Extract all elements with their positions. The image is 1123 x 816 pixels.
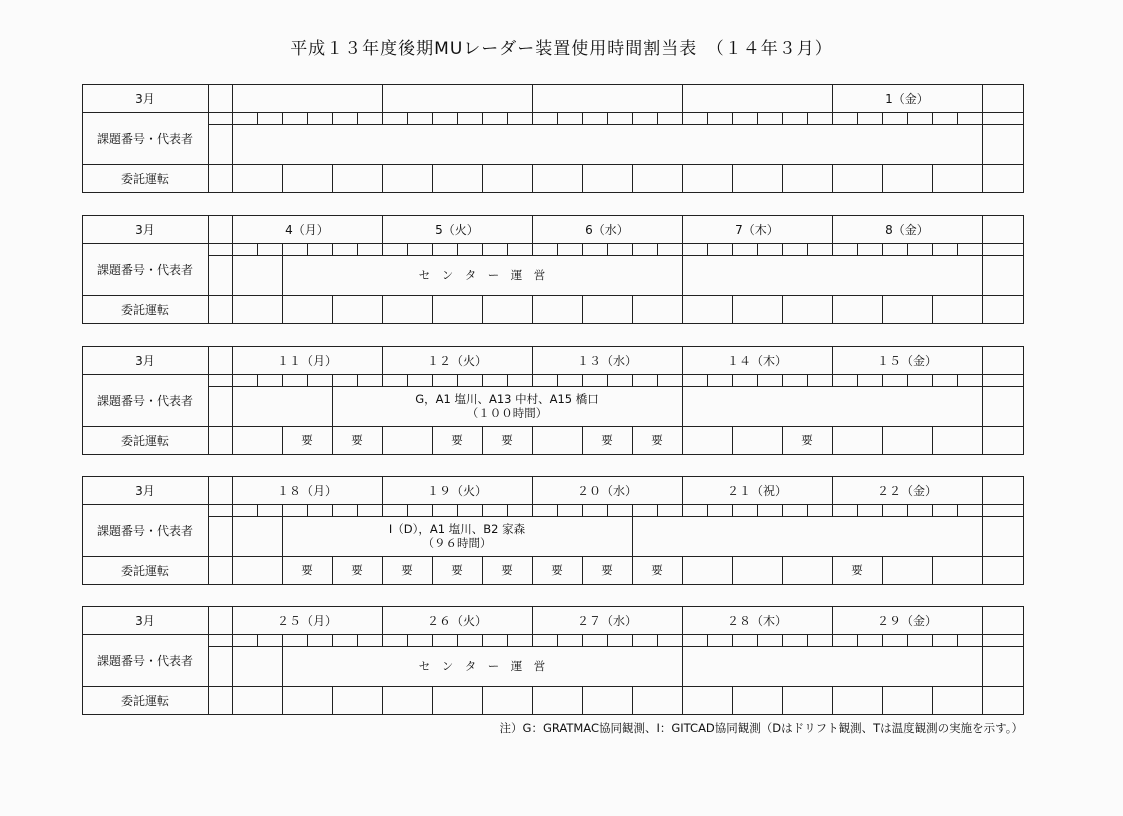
assignment [332, 386, 682, 426]
assignment [282, 516, 632, 556]
com-line [732, 295, 733, 323]
footnote: 注）G：GRATMAC協同観測、I：GITCAD協同観測（Dはドリフト観測、Tは温度観測の実施を示す。） [499, 721, 1023, 735]
required-mark: 要 [451, 433, 463, 447]
tick-line [357, 374, 358, 386]
month-label: 3月 [135, 353, 155, 368]
tick-line [632, 112, 633, 124]
com-line [532, 426, 533, 454]
assignment [282, 255, 682, 295]
tick-line [807, 634, 808, 646]
tick-line [582, 374, 583, 386]
tick-line [582, 243, 583, 255]
required-mark: 要 [551, 563, 563, 577]
required-mark: 要 [801, 433, 813, 447]
tick-line [632, 504, 633, 516]
tick-line [732, 112, 733, 124]
com-line [682, 426, 683, 454]
page-title: 平成１３年度後期MUレーダー装置使用時間割当表 （１４年３月） [290, 39, 833, 59]
border-right [1023, 606, 1024, 715]
tick-line [432, 243, 433, 255]
day-header: ２６（火） [426, 613, 487, 628]
com-line [682, 295, 683, 323]
tick-line [932, 243, 933, 255]
col-line [208, 606, 209, 714]
com-line [282, 295, 283, 323]
tick-line [832, 634, 833, 646]
border-right [1023, 346, 1024, 455]
com-line [932, 164, 933, 192]
tick-line [332, 374, 333, 386]
tick-line [557, 112, 558, 124]
col-line [208, 84, 209, 192]
tick-line [707, 504, 708, 516]
tick-line [982, 634, 983, 646]
tick-line [307, 634, 308, 646]
day-header: ２０（水） [576, 483, 637, 498]
border-bottom [82, 454, 1023, 455]
tick-line [882, 374, 883, 386]
tick-line [957, 112, 958, 124]
day-header: １２（火） [426, 353, 487, 368]
com-line [382, 295, 383, 323]
tick-line [932, 112, 933, 124]
day-header: １９（火） [426, 483, 487, 498]
tick-line [357, 112, 358, 124]
required-mark: 要 [301, 563, 313, 577]
tick-line [807, 504, 808, 516]
col-line [982, 606, 983, 714]
tick-line [657, 243, 658, 255]
tick-line [907, 112, 908, 124]
border-bottom [82, 584, 1023, 585]
project-label: 課題番号・代表者 [96, 653, 193, 668]
col-line [208, 346, 209, 454]
month-label: 3月 [135, 613, 155, 628]
tick-line [407, 374, 408, 386]
tick-line [532, 634, 533, 646]
day-header: 6（水） [585, 222, 629, 237]
com-line [932, 426, 933, 454]
com-line [732, 426, 733, 454]
tick-line [257, 374, 258, 386]
tick-line [707, 374, 708, 386]
com-line [632, 164, 633, 192]
assignment-text: セ ン タ ー 運 営 [418, 659, 546, 673]
required-mark: 要 [501, 563, 513, 577]
tick-line [732, 374, 733, 386]
tick-line [657, 112, 658, 124]
required-mark: 要 [301, 433, 313, 447]
com-line [432, 295, 433, 323]
col-line [982, 215, 983, 323]
tick-line [407, 504, 408, 516]
tick-line [382, 504, 383, 516]
com-line [532, 164, 533, 192]
day-header: ２５（月） [276, 613, 337, 628]
assignment-text: I（D），A1 塩川、B2 家森 [388, 522, 526, 536]
tick-line [282, 634, 283, 646]
tick-line [482, 634, 483, 646]
tick-line [982, 243, 983, 255]
tick-line [507, 374, 508, 386]
tick-line [357, 634, 358, 646]
com-line [682, 686, 683, 714]
required-mark: 要 [351, 563, 363, 577]
tick-line [682, 634, 683, 646]
tick-line [807, 243, 808, 255]
tick-line [407, 634, 408, 646]
tick-line [957, 243, 958, 255]
com-line [482, 295, 483, 323]
tick-line [607, 634, 608, 646]
month-label: 3月 [135, 91, 155, 106]
assignment-text: G，A1 塩川、A13 中村、A15 橋口 [415, 392, 599, 406]
tick-line [457, 243, 458, 255]
tick-line [782, 374, 783, 386]
tick-line [407, 243, 408, 255]
com-line [832, 295, 833, 323]
col-line [232, 84, 233, 192]
tick-line [857, 634, 858, 646]
tick-line [582, 634, 583, 646]
tick-line [557, 634, 558, 646]
com-line [882, 686, 883, 714]
tick-line [432, 634, 433, 646]
com-line [832, 686, 833, 714]
tick-line [482, 243, 483, 255]
tick-line [557, 374, 558, 386]
tick-line [982, 112, 983, 124]
tick-line [482, 374, 483, 386]
border-right [1023, 215, 1024, 324]
tick-line [307, 374, 308, 386]
project-label: 課題番号・代表者 [96, 393, 193, 408]
com-line [282, 686, 283, 714]
tick-line [557, 243, 558, 255]
tick-line [757, 112, 758, 124]
tick-line [732, 634, 733, 646]
col-line [208, 476, 209, 584]
tick-line [932, 634, 933, 646]
com-line [382, 426, 383, 454]
tick-line [332, 634, 333, 646]
tick-line [907, 374, 908, 386]
com-line [782, 556, 783, 584]
tick-line [307, 504, 308, 516]
com-line [332, 164, 333, 192]
tick-line [982, 504, 983, 516]
tick-line [457, 112, 458, 124]
day-header: 8（金） [885, 222, 929, 237]
required-mark: 要 [651, 563, 663, 577]
tick-line [307, 112, 308, 124]
tick-line [657, 504, 658, 516]
day-header: ２２（金） [876, 483, 937, 498]
tick-line [632, 634, 633, 646]
assign-edge [682, 255, 683, 295]
tick-line [832, 243, 833, 255]
tick-line [607, 504, 608, 516]
tick-line [907, 634, 908, 646]
tick-line [482, 112, 483, 124]
tick-line [857, 243, 858, 255]
tick-line [382, 634, 383, 646]
tick-line [782, 243, 783, 255]
tick-line [907, 504, 908, 516]
required-mark: 要 [651, 433, 663, 447]
day-header: １３（水） [576, 353, 637, 368]
day-header: ２８（木） [726, 613, 787, 628]
month-label: 3月 [135, 222, 155, 237]
tick-line [932, 374, 933, 386]
col-line [208, 215, 209, 323]
day-header: 1（金） [885, 91, 929, 106]
tick-line [632, 243, 633, 255]
com-line [882, 295, 883, 323]
tick-line [382, 243, 383, 255]
day-header: 4（月） [285, 222, 329, 237]
tick-line [932, 504, 933, 516]
project-label: 課題番号・代表者 [96, 262, 193, 277]
tick-line [457, 374, 458, 386]
com-line [382, 686, 383, 714]
com-line [482, 164, 483, 192]
week-block [82, 84, 1023, 192]
tick-line [482, 504, 483, 516]
tick-line [957, 504, 958, 516]
com-line [682, 556, 683, 584]
com-line [832, 426, 833, 454]
com-line [782, 164, 783, 192]
project-label: 課題番号・代表者 [96, 523, 193, 538]
tick-line [757, 634, 758, 646]
assignment [282, 646, 682, 686]
day-header: ２７（水） [576, 613, 637, 628]
tick-line [857, 374, 858, 386]
com-line [482, 686, 483, 714]
day-header: ２１（祝） [726, 483, 787, 498]
tick-line [257, 112, 258, 124]
com-line [282, 164, 283, 192]
tick-line [382, 374, 383, 386]
com-line [532, 686, 533, 714]
tick-line [732, 504, 733, 516]
tick-line [757, 374, 758, 386]
week-block [82, 606, 1023, 714]
day-header: １１（月） [276, 353, 337, 368]
assignment-hours: （１００時間） [466, 406, 548, 420]
tick-line [782, 634, 783, 646]
com-line [832, 164, 833, 192]
com-line [332, 686, 333, 714]
row-line [208, 124, 1023, 125]
tick-line [532, 243, 533, 255]
com-line [882, 556, 883, 584]
tick-line [457, 504, 458, 516]
tick-line [707, 112, 708, 124]
tick-line [432, 374, 433, 386]
tick-line [257, 504, 258, 516]
commission-label: 委託運転 [120, 302, 169, 317]
com-line [932, 686, 933, 714]
com-line [432, 164, 433, 192]
tick-line [532, 112, 533, 124]
day-header: １４（木） [726, 353, 787, 368]
tick-line [507, 504, 508, 516]
tick-line [882, 504, 883, 516]
tick-line [857, 504, 858, 516]
commission-label: 委託運転 [120, 171, 169, 186]
commission-label: 委託運転 [120, 563, 169, 578]
tick-line [957, 374, 958, 386]
tick-line [707, 634, 708, 646]
tick-line [682, 112, 683, 124]
com-line [732, 556, 733, 584]
tick-line [657, 374, 658, 386]
tick-line [982, 374, 983, 386]
required-mark: 要 [351, 433, 363, 447]
border-bottom [82, 323, 1023, 324]
tick-line [607, 374, 608, 386]
col-line [982, 476, 983, 584]
com-line [682, 164, 683, 192]
tick-line [332, 504, 333, 516]
tick-line [432, 504, 433, 516]
month-label: 3月 [135, 483, 155, 498]
border-bottom [82, 714, 1023, 715]
tick-line [957, 634, 958, 646]
tick-line [282, 243, 283, 255]
tick-line [782, 112, 783, 124]
tick-line [607, 243, 608, 255]
tick-line [282, 504, 283, 516]
tick-line [807, 112, 808, 124]
com-line [882, 164, 883, 192]
tick-line [882, 634, 883, 646]
com-line [532, 295, 533, 323]
tick-line [882, 243, 883, 255]
tick-line [507, 243, 508, 255]
required-mark: 要 [401, 563, 413, 577]
com-line [632, 295, 633, 323]
col-line [982, 346, 983, 454]
com-line [432, 686, 433, 714]
tick-line [407, 112, 408, 124]
project-label: 課題番号・代表者 [96, 131, 193, 146]
tick-line [357, 504, 358, 516]
day-header: 5（火） [435, 222, 479, 237]
tick-line [332, 243, 333, 255]
tick-line [657, 634, 658, 646]
tick-line [582, 504, 583, 516]
tick-line [457, 634, 458, 646]
required-mark: 要 [501, 433, 513, 447]
com-line [382, 164, 383, 192]
tick-line [882, 112, 883, 124]
assign-edge [632, 516, 633, 556]
tick-line [507, 112, 508, 124]
tick-line [907, 243, 908, 255]
com-line [732, 686, 733, 714]
tick-line [332, 112, 333, 124]
tick-line [757, 504, 758, 516]
com-line [582, 164, 583, 192]
col-line [982, 84, 983, 192]
com-line [632, 686, 633, 714]
com-line [732, 164, 733, 192]
tick-line [632, 374, 633, 386]
tick-line [732, 243, 733, 255]
tick-line [782, 504, 783, 516]
assign-edge [682, 646, 683, 686]
com-line [882, 426, 883, 454]
tick-line [282, 374, 283, 386]
com-line [332, 295, 333, 323]
tick-line [832, 374, 833, 386]
tick-line [857, 112, 858, 124]
required-mark: 要 [601, 563, 613, 577]
com-line [932, 556, 933, 584]
week-block [82, 476, 1023, 584]
tick-line [582, 112, 583, 124]
tick-line [557, 504, 558, 516]
tick-line [682, 243, 683, 255]
required-mark: 要 [451, 563, 463, 577]
tick-line [607, 112, 608, 124]
day-header: ２９（金） [876, 613, 937, 628]
tick-line [257, 634, 258, 646]
tick-line [707, 243, 708, 255]
tick-line [382, 112, 383, 124]
day-header: 7（木） [735, 222, 779, 237]
tick-line [432, 112, 433, 124]
tick-line [532, 504, 533, 516]
required-mark: 要 [851, 563, 863, 577]
border-bottom [82, 192, 1023, 193]
assignment-hours: （９６時間） [422, 536, 492, 550]
border-right [1023, 84, 1024, 193]
required-mark: 要 [601, 433, 613, 447]
tick-line [682, 374, 683, 386]
com-line [932, 295, 933, 323]
assignment-text: セ ン タ ー 運 営 [418, 268, 546, 282]
tick-line [532, 374, 533, 386]
border-right [1023, 476, 1024, 585]
com-line [582, 295, 583, 323]
assign-edge [682, 386, 683, 426]
tick-line [307, 243, 308, 255]
tick-line [357, 243, 358, 255]
tick-line [757, 243, 758, 255]
commission-label: 委託運転 [120, 693, 169, 708]
com-line [782, 686, 783, 714]
tick-line [832, 504, 833, 516]
tick-line [682, 504, 683, 516]
day-header: １８（月） [276, 483, 337, 498]
day-header: １５（金） [876, 353, 937, 368]
tick-line [507, 634, 508, 646]
com-line [582, 686, 583, 714]
tick-line [282, 112, 283, 124]
tick-line [807, 374, 808, 386]
tick-line [257, 243, 258, 255]
commission-label: 委託運転 [120, 433, 169, 448]
week-block [82, 215, 1023, 323]
com-line [782, 295, 783, 323]
week-block [82, 346, 1023, 454]
tick-line [832, 112, 833, 124]
